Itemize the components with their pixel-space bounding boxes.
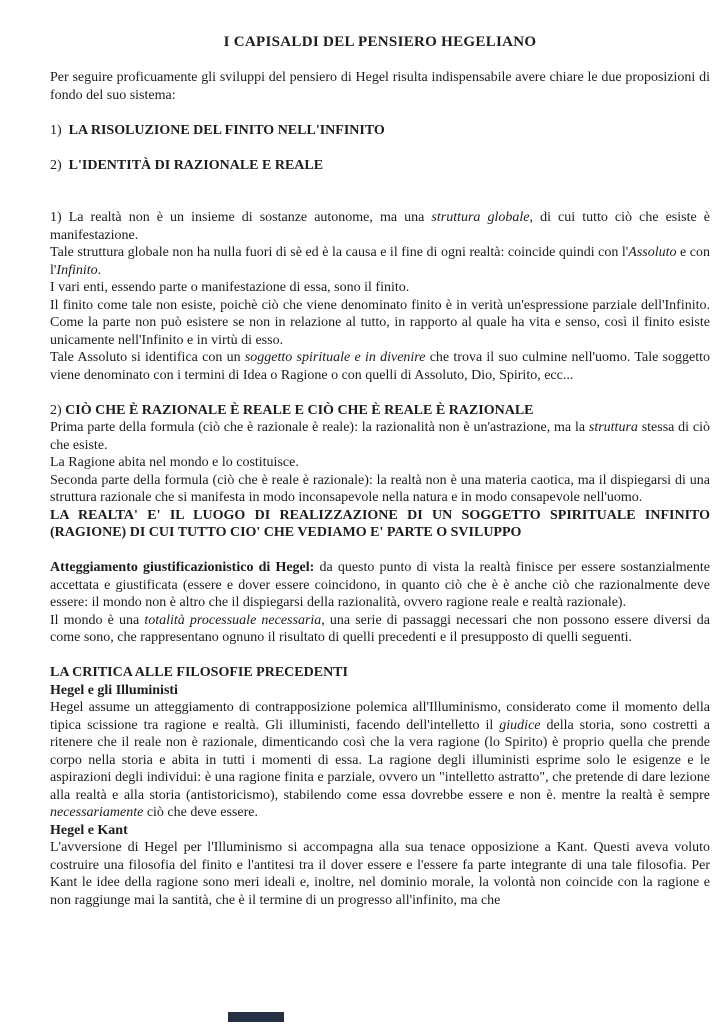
section2-thesis: LA REALTA' E' IL LUOGO DI REALIZZAZIONE DI UN SOGGETTO SPIRITUALE INFINITO (RAGIONE) DI CUI TUTTO CIO' CHE VEDIAMO E' PARTE O SVILUPPO (50, 507, 710, 540)
illuministi-paragraph: Hegel assume un atteggiamento di contrapposizione polemica all'Illuminismo, considerato come il momento della tipica scissione tra ragione e realtà. Gli illuministi, facendo dell'intelletto il giudice della storia, sono costretti a ritenere che il reale non è razionale, dimenticando così che la vera ragione (lo Spirito) è proprio quella che prende corpo nella storia e abita in tutti i momenti di essa. La ragione degli illuministi esprime solo le esigenze e le aspirazioni degli individui: è una ragione finita e parziale, ovvero un "intelletto astratto", che pretende di dare lezione alla realtà e alla storia (antistoricismo), stabilendo come essa dovrebbe essere e non è. mentre la realtà è sempre necessariamente ciò che deve essere. (50, 700, 710, 820)
section1-paragraph-5: Tale Assoluto si identifica con un soggetto spirituale e in divenire che trova il suo culmine nell'uomo. Tale soggetto viene denominato con i termini di Idea o Ragione o con quelli di Assoluto, Dio, Spirito, ecc... (50, 350, 710, 383)
section1-paragraph-3: I vari enti, essendo parte o manifestazione di essa, sono il finito. (50, 280, 410, 295)
kant-heading: Hegel e Kant (50, 822, 128, 838)
section2-paragraph-1: Prima parte della formula (ciò che è razionale è reale): la razionalità non è un'astrazione, ma la struttura stessa di ciò che esiste. (50, 420, 710, 453)
page-bottom-logo-fragment (228, 1012, 284, 1022)
totalita-paragraph: Il mondo è una totalità processuale necessaria, una serie di passaggi necessari che non possono essere diversi da come sono, che rappresentano ognuno il risultato di quelli precedenti e il presupposto di quelli seguenti. (50, 612, 710, 645)
kant-paragraph: L'avversione di Hegel per l'Illuminismo si accompagna alla sua tenace opposizione a Kant. Questi aveva voluto costruire una filosofia del finito e l'antitesi tra il dover essere e l'essere fa parte integrante di una tale filosofia. Per Kant le idee della ragione sono meri ideali e, inoltre, nel dominio morale, la volontà non coincide con la ragione e non raggiunge mai la santità, che è il termine di un progresso all'infinito, ma che (50, 840, 710, 908)
section2-paragraph-2: La Ragione abita nel mondo e lo costituisce. (50, 455, 299, 470)
intro-paragraph: Per seguire proficuamente gli sviluppi del pensiero di Hegel risulta indispensabile avere chiare le due proposizioni di fondo del suo sistema: (50, 70, 710, 103)
illuministi-heading: Hegel e gli Illuministi (50, 682, 178, 698)
document-content (50, 34, 710, 909)
section2-heading: 2) CIÒ CHE È RAZIONALE È REALE E CIÒ CHE È REALE È RAZIONALE (50, 402, 534, 418)
section1-paragraph-4: Il finito come tale non esiste, poichè ciò che viene denominato finito è in verità un'espressione parziale dell'Infinito. Come la parte non può esistere se non in relazione al tutto, in rapporto al quale ha vita e senso, così il finito esiste unicamente nell'Infinito e in virtù di esso. (50, 297, 710, 348)
critica-heading: LA CRITICA ALLE FILOSOFIE PRECEDENTI (50, 665, 348, 680)
giustificazionismo-paragraph: Atteggiamento giustificazionistico di Hegel: da questo punto di vista la realtà finisce per essere sostanzialmente accettata e giustificata (essere e dover essere coincidono, in quanto ciò che è è anche ciò che razionalmente deve essere: il mondo non è altro che il dispiegarsi della razionalità, ovvero ragione reale e realtà razionale). (50, 560, 710, 610)
list-item-2: 2) L'IDENTITÀ DI RAZIONALE E REALE (50, 157, 324, 173)
document-title: I CAPISALDI DEL PENSIERO HEGELIANO (223, 34, 537, 50)
section1-paragraph-2: Tale struttura globale non ha nulla fuori di sè ed è la causa e il fine di ogni realtà: coincide quindi con l'Assoluto e con l'Infinito. (50, 245, 710, 278)
section1-paragraph-1: 1) La realtà non è un insieme di sostanze autonome, ma una struttura globale, di cui tutto ciò che esiste è manifestazione. (50, 210, 710, 243)
section2-paragraph-3: Seconda parte della formula (ciò che è reale è razionale): la realtà non è una materia caotica, ma il dispiegarsi di una struttura razionale che si manifesta in modo inconsapevole nella natura e in modo consapevole nell'uomo. (50, 472, 710, 505)
list-item-1: 1) LA RISOLUZIONE DEL FINITO NELL'INFINITO (50, 122, 385, 138)
